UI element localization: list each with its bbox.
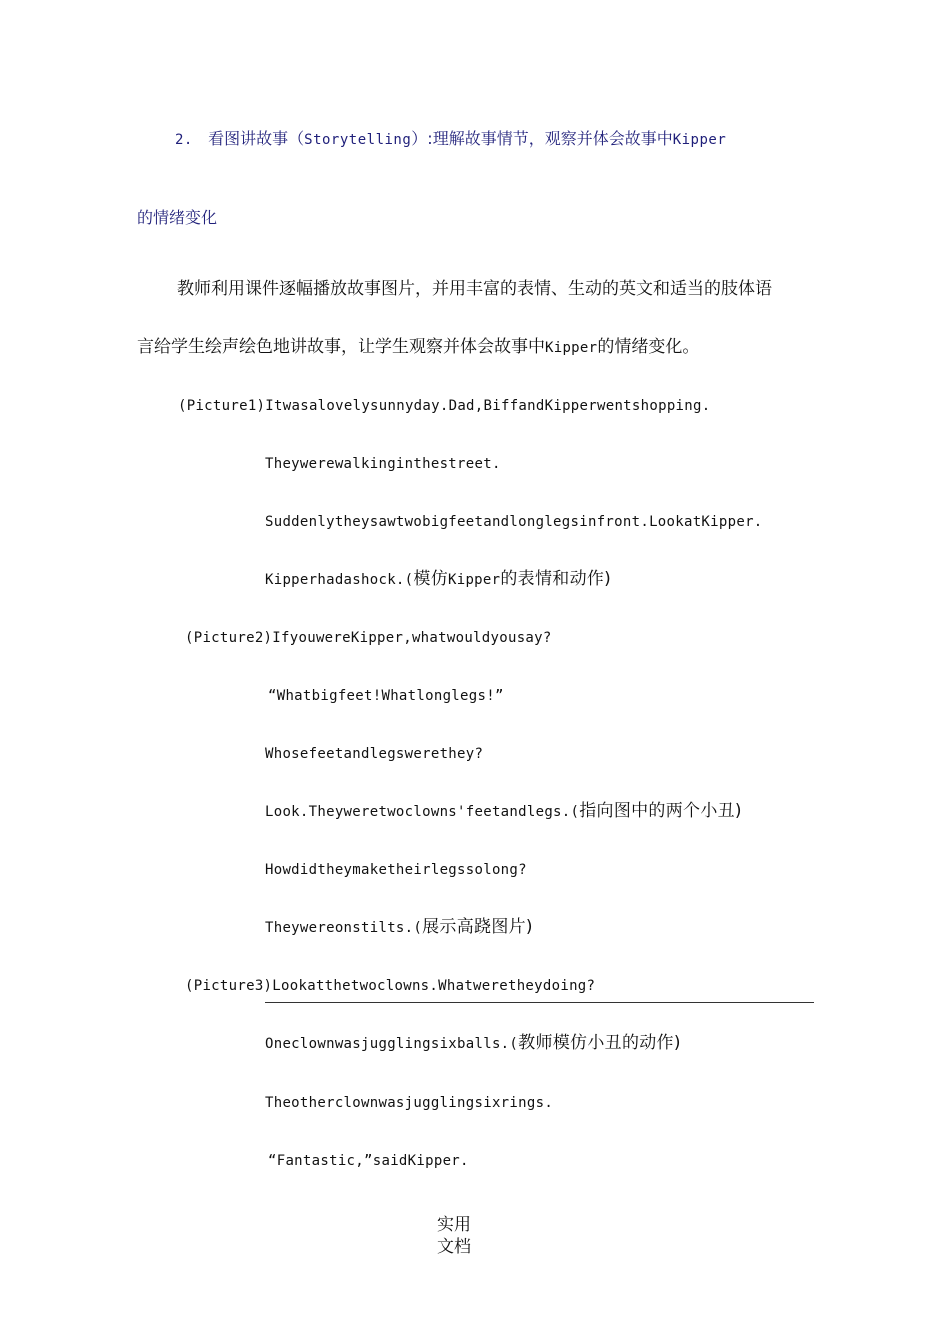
horizontal-rule xyxy=(265,1002,814,1003)
picture1-line-4-en: Kipperhadashock.( xyxy=(265,572,414,588)
picture1-line-2: Theywerewalkinginthestreet. xyxy=(265,456,501,472)
picture3-line-2-cn: 教师模仿小丑的动作) xyxy=(518,1033,681,1053)
picture2-line-5: Howdidtheymaketheirlegssolong? xyxy=(265,862,527,878)
picture2-line-6-cn: 展示高跷图片) xyxy=(422,917,533,937)
intro-line-2-a: 言给学生绘声绘色地讲故事，让学生观察并体会故事中 xyxy=(137,337,545,357)
picture2-line-6-en: Theywereonstilts.( xyxy=(265,920,423,936)
picture1-text-1: Itwasalovelysunnyday.Dad,BiffandKipperwentshopping. xyxy=(265,398,711,414)
picture1-line-4-cn2: 的表情和动作) xyxy=(500,569,612,589)
picture2-line-4-en: Look.Theyweretwoclowns'feetandlegs.( xyxy=(265,804,580,820)
picture3-text-1: Lookatthetwoclowns.Whatweretheydoing? xyxy=(272,978,596,994)
heading-title-cn-2: ）:理解故事情节，观察并体会故事中 xyxy=(411,129,673,148)
picture3-line-4: “Fantastic,”saidKipper. xyxy=(268,1153,469,1169)
picture3-line-2 xyxy=(265,1033,681,1054)
picture2-line-2: “Whatbigfeet!Whatlonglegs!” xyxy=(268,688,504,704)
picture2-label: (Picture2) xyxy=(185,630,273,646)
picture1-line-4-cn: 模仿 xyxy=(413,569,448,589)
picture2-text-1: IfyouwereKipper,whatwouldyousay? xyxy=(272,630,552,646)
intro-line-2-kipper: Kipper xyxy=(545,340,598,356)
picture1-label: (Picture1) xyxy=(178,398,266,414)
picture3-line-2-en: Oneclownwasjugglingsixballs.( xyxy=(265,1036,519,1052)
picture2-line-6 xyxy=(265,917,533,938)
picture3-line-1 xyxy=(185,976,595,996)
intro-line-2 xyxy=(137,337,699,358)
picture2-line-4-cn: 指向图中的两个小丑) xyxy=(579,801,742,821)
picture2-line-4 xyxy=(265,801,742,822)
footer-line-1: 实用 xyxy=(437,1215,471,1235)
heading-title-en: Storytelling xyxy=(304,132,412,148)
page-footer xyxy=(437,1214,471,1258)
picture1-line-1 xyxy=(178,396,710,416)
heading-continuation: 的情绪变化 xyxy=(137,208,218,227)
intro-line-2-b: 的情绪变化。 xyxy=(597,337,700,357)
picture2-line-1 xyxy=(185,628,552,648)
picture2-line-3: Whosefeetandlegswerethey? xyxy=(265,746,484,762)
picture1-line-4-en2: Kipper xyxy=(448,572,501,588)
heading-number: 2. xyxy=(175,132,193,148)
heading-title-cn-1: 看图讲故事（ xyxy=(208,129,305,148)
intro-line-1: 教师利用课件逐幅播放故事图片，并用丰富的表情、生动的英文和适当的肢体语 xyxy=(177,279,772,299)
picture1-line-3: Suddenlytheysawtwobigfeetandlonglegsinfront.LookatKipper. xyxy=(265,514,763,530)
footer-line-2: 文档 xyxy=(437,1237,471,1257)
section-heading xyxy=(175,129,726,150)
heading-kipper: Kipper xyxy=(672,132,727,148)
picture3-label: (Picture3) xyxy=(185,978,273,994)
picture1-line-4 xyxy=(265,569,611,590)
picture3-line-3: Theotherclownwasjugglingsixrings. xyxy=(265,1095,554,1111)
